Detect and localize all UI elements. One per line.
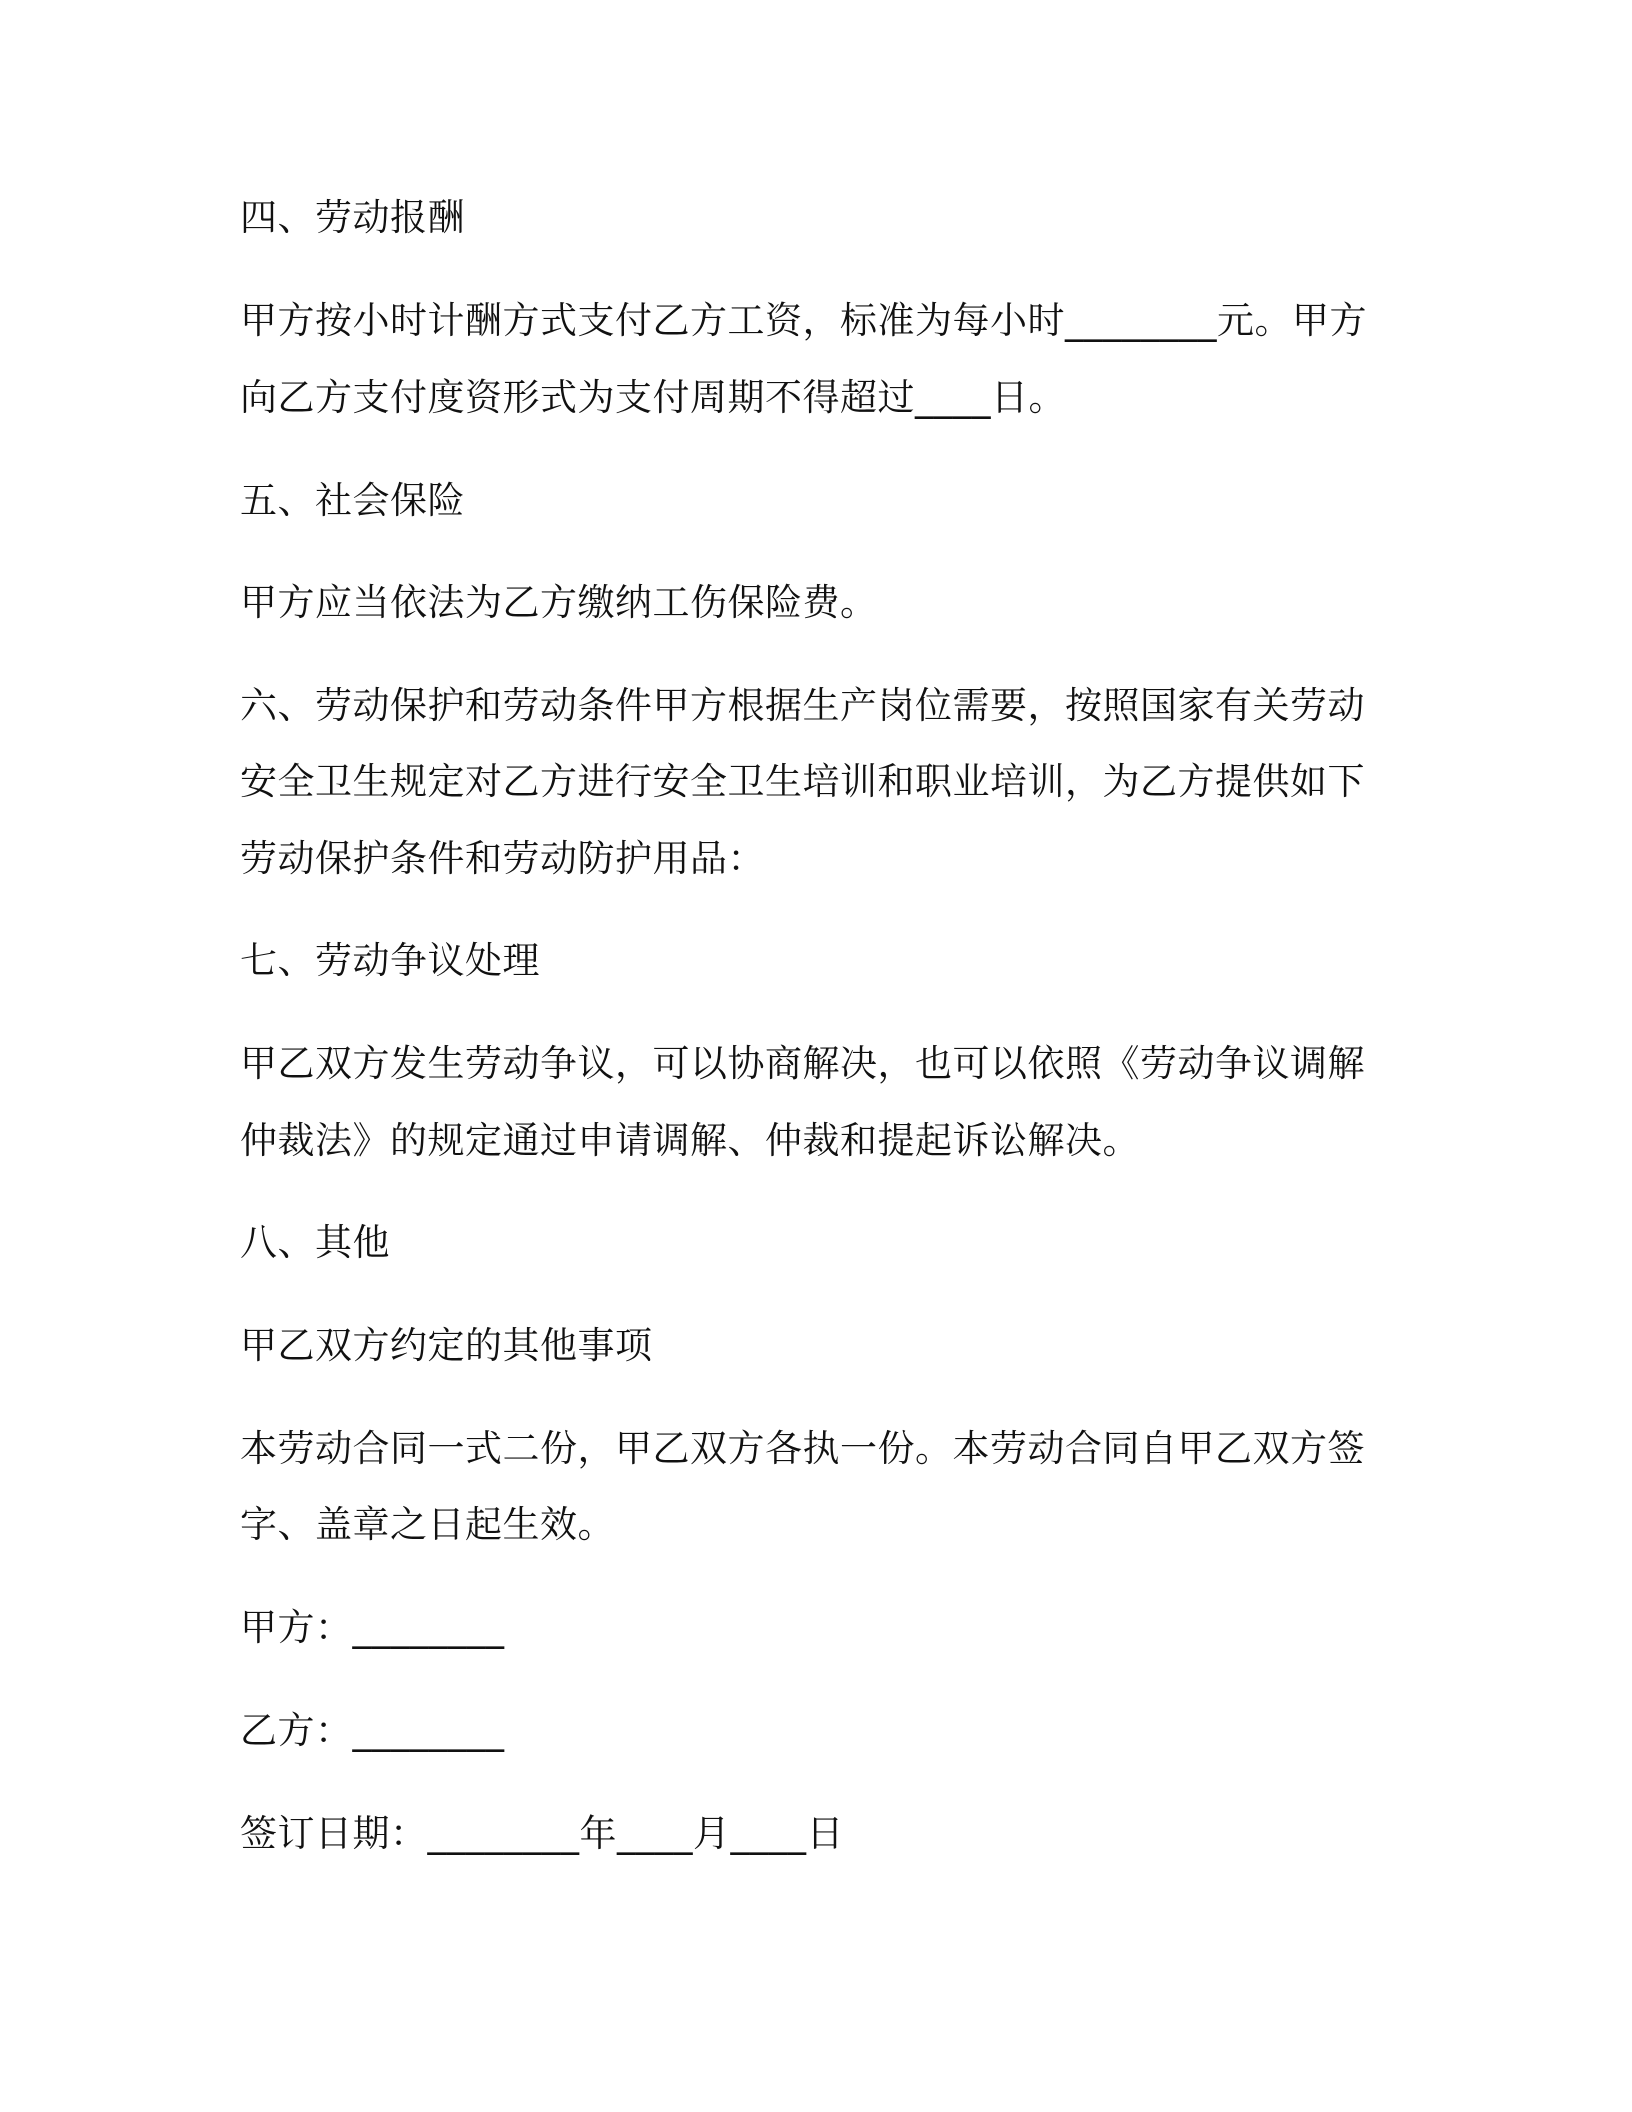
remuneration-text-line-2: 向乙方支付度资形式为支付周期不得超过____日。 <box>240 376 1066 419</box>
contract-copies-text-line-2: 字、盖章之日起生效。 <box>240 1503 615 1546</box>
section-heading-labor-dispute: 七、劳动争议处理 <box>240 939 540 982</box>
section-heading-remuneration: 四、劳动报酬 <box>240 196 465 239</box>
labor-protection-text-line-3: 劳动保护条件和劳动防护用品： <box>240 837 765 880</box>
section-heading-social-insurance: 五、社会保险 <box>240 479 465 522</box>
labor-protection-text-line-1: 六、劳动保护和劳动条件甲方根据生产岗位需要，按照国家有关劳动 <box>240 684 1365 727</box>
signing-date-line: 签订日期：________年____月____日 <box>240 1812 844 1855</box>
remuneration-text-line-1: 甲方按小时计酬方式支付乙方工资，标准为每小时________元。甲方 <box>240 299 1367 342</box>
labor-dispute-text-line-2: 仲裁法》的规定通过申请调解、仲裁和提起诉讼解决。 <box>240 1119 1140 1162</box>
section-heading-other: 八、其他 <box>240 1221 390 1264</box>
labor-dispute-text-line-1: 甲乙双方发生劳动争议，可以协商解决，也可以依照《劳动争议调解 <box>240 1042 1365 1085</box>
contract-copies-text-line-1: 本劳动合同一式二份，甲乙双方各执一份。本劳动合同自甲乙双方签 <box>240 1427 1365 1470</box>
social-insurance-text: 甲方应当依法为乙方缴纳工伤保险费。 <box>240 581 878 624</box>
party-b-signature-line: 乙方：________ <box>240 1709 505 1752</box>
labor-protection-text-line-2: 安全卫生规定对乙方进行安全卫生培训和职业培训，为乙方提供如下 <box>240 760 1365 803</box>
party-a-signature-line: 甲方：________ <box>240 1606 505 1649</box>
other-matters-text: 甲乙双方约定的其他事项 <box>240 1324 653 1367</box>
